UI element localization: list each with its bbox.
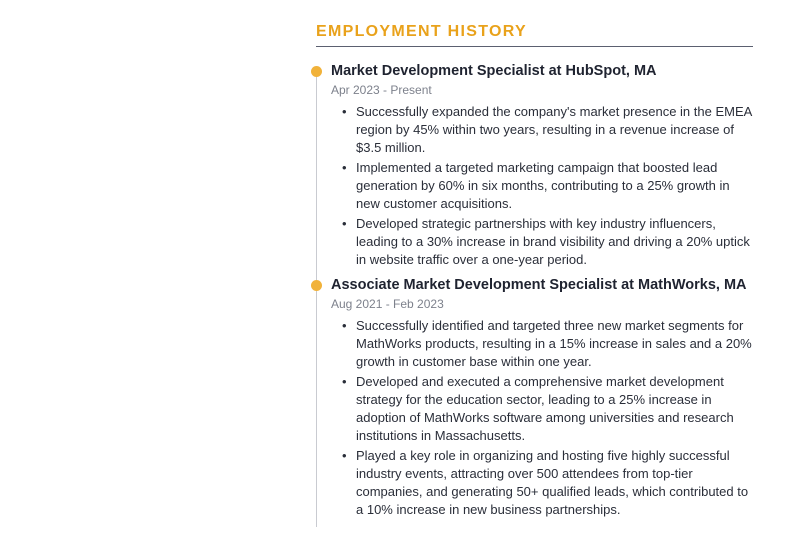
bullet-text: Successfully expanded the company's market presence in the EMEA region by 45% within two years, resulting in a revenue increase of $3.5 million. (356, 104, 752, 155)
bullet-item (331, 317, 753, 371)
bullet-icon: • (342, 374, 347, 389)
bullet-item (331, 215, 753, 269)
job-title: Market Development Specialist at HubSpot, MA (331, 63, 657, 79)
timeline-dot-icon (311, 66, 322, 77)
job-bullets (331, 103, 753, 269)
bullet-text: Developed and executed a comprehensive market development strategy for the education sector, leading to a 25% increase in adoption of MathWorks software among universities and research institutions in Massachusetts. (356, 374, 734, 443)
timeline-dot-icon (311, 280, 322, 291)
employment-history-section (316, 22, 753, 525)
job-entry (316, 275, 753, 519)
bullet-item (331, 103, 753, 157)
bullet-item (331, 373, 753, 445)
bullet-icon: • (342, 318, 347, 333)
bullet-icon: • (342, 160, 347, 175)
bullet-item (331, 447, 753, 519)
bullet-icon: • (342, 448, 347, 463)
bullet-text: Developed strategic partnerships with key industry influencers, leading to a 30% increase in brand visibility and driving a 20% uptick in website traffic over a one-year period. (356, 216, 750, 267)
job-entry (316, 61, 753, 269)
section-heading: EMPLOYMENT HISTORY (316, 22, 753, 47)
bullet-icon: • (342, 216, 347, 231)
job-bullets (331, 317, 753, 519)
timeline (316, 61, 753, 519)
bullet-text: Successfully identified and targeted three new market segments for MathWorks products, resulting in a 15% increase in sales and a 20% growth in customer base within one year. (356, 318, 752, 369)
bullet-item (331, 159, 753, 213)
bullet-icon: • (342, 104, 347, 119)
bullet-text: Implemented a targeted marketing campaign that boosted lead generation by 60% in six months, contributing to a 25% growth in new customer acquisitions. (356, 160, 730, 211)
job-dates: Aug 2021 - Feb 2023 (331, 297, 444, 311)
job-dates: Apr 2023 - Present (331, 83, 432, 97)
bullet-text: Played a key role in organizing and hosting five highly successful industry events, attracting over 500 attendees from top-tier companies, and generating 50+ qualified leads, which contributed to a 10% increase in new business partnerships. (356, 448, 749, 517)
job-title: Associate Market Development Specialist at MathWorks, MA (331, 277, 747, 293)
